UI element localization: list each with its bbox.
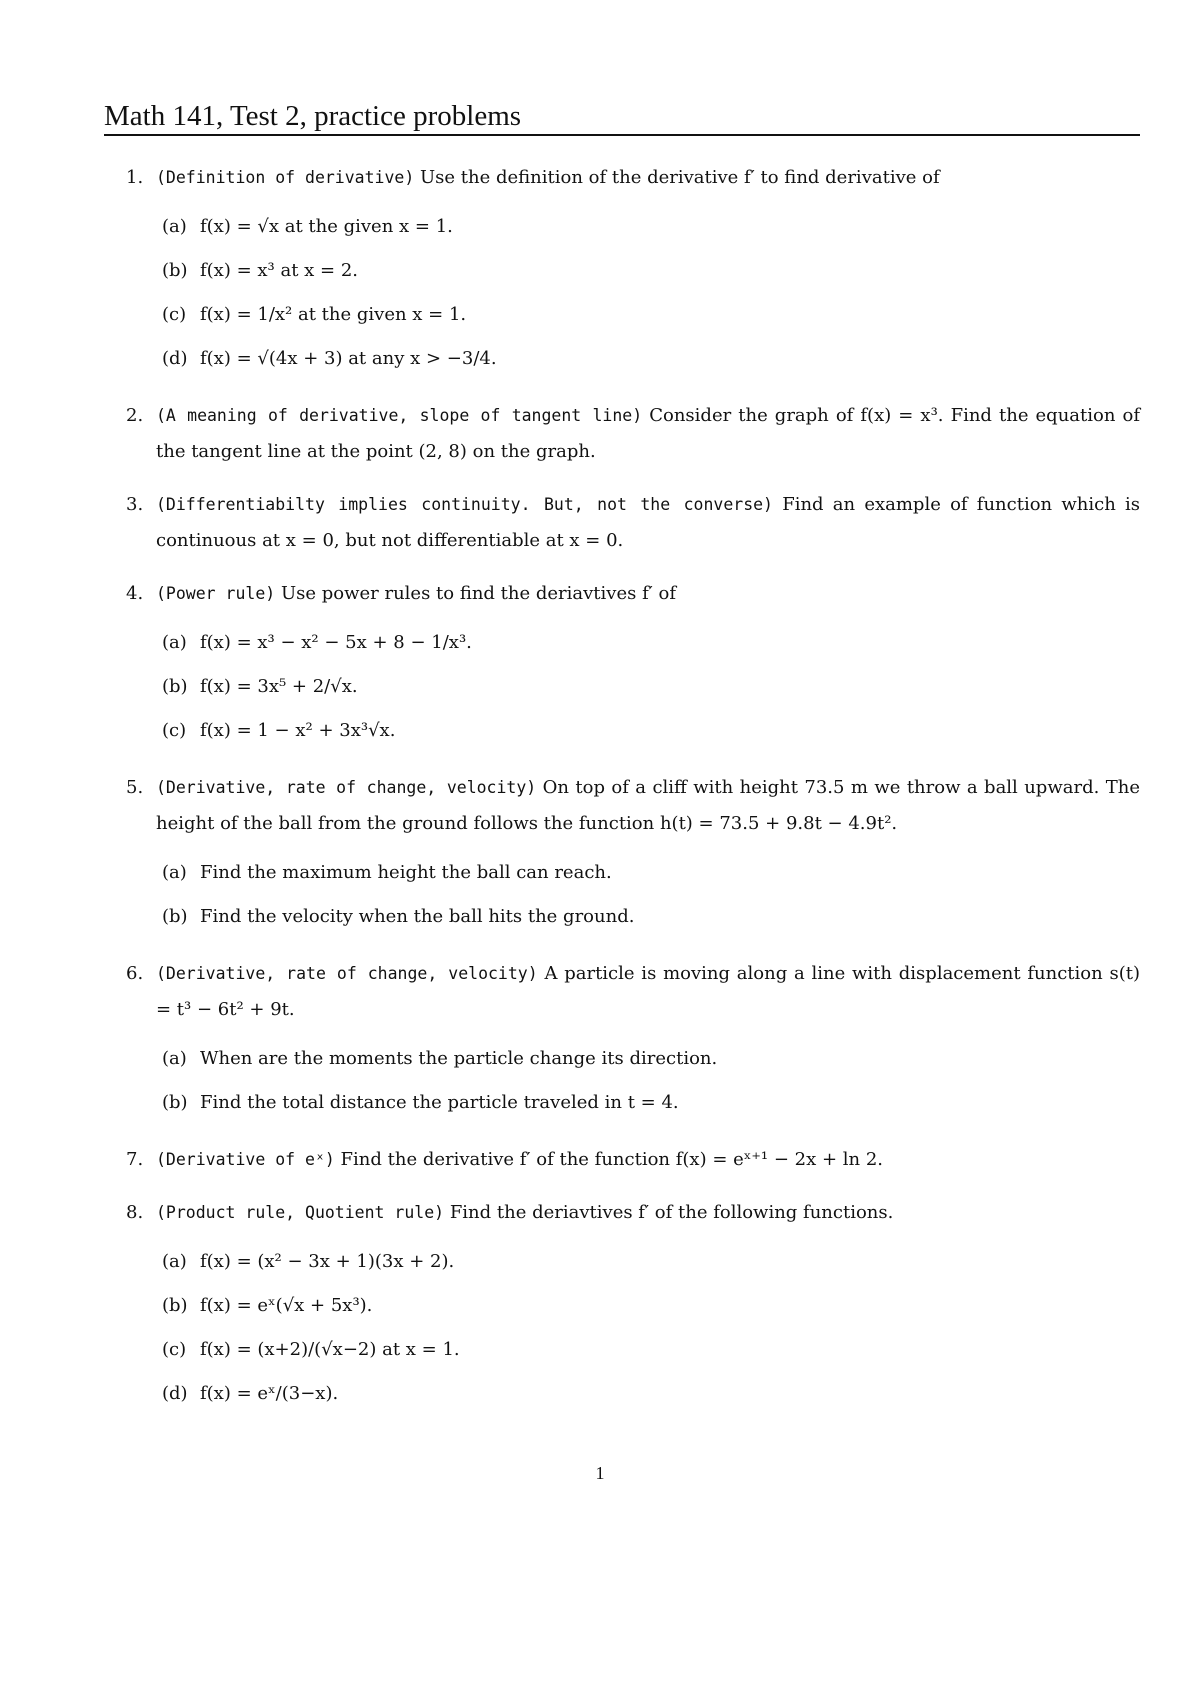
problem-number: 4. xyxy=(126,583,144,604)
subpart xyxy=(162,1284,1140,1328)
subpart-label: (a) xyxy=(162,216,187,237)
problem-text: Find an example of function which is continuous at x = 0, but not differentiable at x = 0. xyxy=(156,494,1141,551)
subpart-label: (b) xyxy=(162,1295,188,1316)
problem-text: A particle is moving along a line with displacement function s(t) = t³ − 6t² + 9t. xyxy=(156,963,1140,1020)
subpart-list xyxy=(126,621,1140,753)
subpart xyxy=(162,621,1140,665)
subpart-label: (c) xyxy=(162,720,187,741)
subpart-text: f(x) = (x² − 3x + 1)(3x + 2). xyxy=(200,1251,455,1272)
problem-5 xyxy=(126,770,1140,939)
subpart-text: When are the moments the particle change its direction. xyxy=(200,1048,718,1069)
subpart-text: Find the total distance the particle traveled in t = 4. xyxy=(200,1092,679,1113)
subpart-label: (a) xyxy=(162,1048,187,1069)
subpart-label: (a) xyxy=(162,632,187,653)
page-number: 1 xyxy=(595,1463,605,1483)
problem-text: Find the deriavtives f′ of the following functions. xyxy=(444,1202,894,1223)
subpart xyxy=(162,665,1140,709)
subpart xyxy=(162,205,1140,249)
subpart xyxy=(162,1081,1140,1125)
problem-statement xyxy=(156,487,1140,559)
subpart-list xyxy=(126,851,1140,939)
subpart-text: Find the velocity when the ball hits the ground. xyxy=(200,906,635,927)
problem-topic: (Definition of derivative) xyxy=(156,168,415,187)
problem-number: 7. xyxy=(126,1149,144,1170)
subpart-text: f(x) = eˣ/(3−x). xyxy=(200,1383,339,1404)
subpart-text: f(x) = √(4x + 3) at any x > −3/4. xyxy=(200,348,497,369)
subpart-list xyxy=(126,205,1140,381)
subpart-text: f(x) = x³ at x = 2. xyxy=(200,260,359,281)
subpart-text: f(x) = (x+2)/(√x−2) at x = 1. xyxy=(200,1339,460,1360)
subpart-text: f(x) = 3x⁵ + 2/√x. xyxy=(200,676,358,697)
subpart-label: (b) xyxy=(162,1092,188,1113)
subpart-label: (d) xyxy=(162,348,188,369)
subpart xyxy=(162,337,1140,381)
subpart-label: (d) xyxy=(162,1383,188,1404)
problem-statement xyxy=(156,1195,1140,1231)
problem-number: 6. xyxy=(126,963,144,984)
problem-number: 3. xyxy=(126,494,144,515)
problem-topic: (Differentiabilty implies continuity. But, not the converse) xyxy=(156,495,773,514)
problem-3 xyxy=(126,487,1140,559)
subpart-text: f(x) = √x at the given x = 1. xyxy=(200,216,453,237)
problem-text: Find the derivative f′ of the function f(x) = eˣ⁺¹ − 2x + ln 2. xyxy=(334,1149,884,1170)
problem-7 xyxy=(126,1142,1140,1178)
problem-list xyxy=(126,160,1140,1433)
subpart-text: Find the maximum height the ball can reach. xyxy=(200,862,612,883)
subpart-label: (b) xyxy=(162,260,188,281)
subpart xyxy=(162,1240,1140,1284)
problem-statement xyxy=(156,770,1140,842)
problem-statement xyxy=(156,398,1140,470)
subpart-label: (b) xyxy=(162,676,188,697)
problem-statement xyxy=(156,956,1140,1028)
subpart-list xyxy=(126,1037,1140,1125)
subpart-label: (a) xyxy=(162,862,187,883)
problem-2 xyxy=(126,398,1140,470)
subpart-label: (c) xyxy=(162,1339,187,1360)
problem-text: Use the definition of the derivative f′ to find derivative of xyxy=(414,167,940,188)
problem-6 xyxy=(126,956,1140,1125)
problem-topic: (Power rule) xyxy=(156,584,276,603)
problem-topic: (Derivative, rate of change, velocity) xyxy=(156,778,537,797)
problem-number: 2. xyxy=(126,405,144,426)
subpart-label: (b) xyxy=(162,906,188,927)
subpart xyxy=(162,709,1140,753)
problem-8 xyxy=(126,1195,1140,1416)
problem-statement xyxy=(156,1142,1140,1178)
subpart xyxy=(162,249,1140,293)
problem-statement xyxy=(156,576,1140,612)
problem-topic: (Product rule, Quotient rule) xyxy=(156,1203,445,1222)
problem-1 xyxy=(126,160,1140,381)
problem-topic: (Derivative of eˣ) xyxy=(156,1150,335,1169)
problem-topic: (Derivative, rate of change, velocity) xyxy=(156,964,538,983)
problem-number: 5. xyxy=(126,777,144,798)
subpart xyxy=(162,851,1140,895)
subpart-text: f(x) = 1/x² at the given x = 1. xyxy=(200,304,467,325)
problem-4 xyxy=(126,576,1140,753)
page-title: Math 141, Test 2, practice problems xyxy=(104,100,522,132)
subpart-text: f(x) = x³ − x² − 5x + 8 − 1/x³. xyxy=(200,632,472,653)
title-rule xyxy=(104,134,1140,136)
problem-number: 8. xyxy=(126,1202,144,1223)
subpart-text: f(x) = eˣ(√x + 5x³). xyxy=(200,1295,373,1316)
subpart xyxy=(162,1372,1140,1416)
problem-statement xyxy=(156,160,1140,196)
subpart-label: (c) xyxy=(162,304,187,325)
problem-text: On top of a cliff with height 73.5 m we throw a ball upward. The height of the ball from the ground follows the function h(t) = 73.5 + 9.8t − 4.9t². xyxy=(156,777,1140,834)
problem-text: Consider the graph of f(x) = x³. Find the equation of the tangent line at the point (2, 8) on the graph. xyxy=(156,405,1141,462)
subpart-text: f(x) = 1 − x² + 3x³√x. xyxy=(200,720,396,741)
problem-text: Use power rules to find the deriavtives f′ of xyxy=(275,583,677,604)
subpart xyxy=(162,1037,1140,1081)
problem-topic: (A meaning of derivative, slope of tangent line) xyxy=(156,406,643,425)
subpart xyxy=(162,293,1140,337)
subpart xyxy=(162,895,1140,939)
problem-number: 1. xyxy=(126,167,144,188)
subpart-label: (a) xyxy=(162,1251,187,1272)
subpart-list xyxy=(126,1240,1140,1416)
subpart xyxy=(162,1328,1140,1372)
